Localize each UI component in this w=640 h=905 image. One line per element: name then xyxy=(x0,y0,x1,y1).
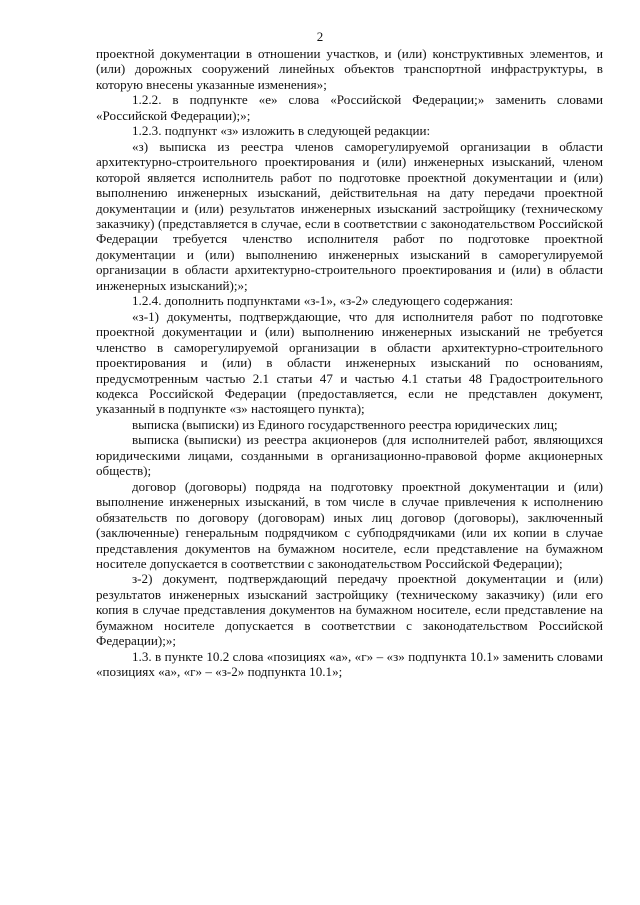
paragraph-1-2-4: 1.2.4. дополнить подпунктами «з-1», «з-2» следующего содержания: xyxy=(132,293,514,309)
paragraph-continuation: проектной документации в отношении участков, и (или) конструктивных элементов, и (или) дорожных сооружений линейных объектов транспортной инфраструктуры, в которую внесены указанные изменения»; xyxy=(96,46,603,92)
document-body xyxy=(96,46,603,680)
paragraph-1-2-3: 1.2.3. подпункт «з» изложить в следующей редакции: xyxy=(132,123,431,139)
paragraph-1-3: 1.3. в пункте 10.2 слова «позициях «а», «г» – «з» подпункта 10.1» заменить словами «позициях «а», «г» – «з-2» подпункта 10.1»; xyxy=(96,648,603,680)
paragraph-subitem-z2: з-2) документ, подтверждающий передачу проектной документации и (или) результатов инженерных изысканий застройщику (техническому заказчику) (или его копия в случае представления документов на бумажном носителе, если представление на бумажном носителе допускается в соответствии с законодательством Российской Федерации);»; xyxy=(96,571,603,649)
paragraph-shareholder-register: выписка (выписки) из реестра акционеров (для исполнителей работ, являющихся юридическими лицами, созданными в организационно-правовой форме акционерных обществ); xyxy=(96,432,603,479)
paragraph-egrul-extract: выписка (выписки) из Единого государственного реестра юридических лиц; xyxy=(132,416,558,432)
paragraph-contract: договор (договоры) подряда на подготовку проектной документации и (или) выполнение инженерных изысканий, в том числе в случае привлечения к исполнению обязательств по договору (договорам) иных лиц договор (договоры), заключенный (заключенные) генеральным подрядчиком с субподрядчиками (или их копии в случае представления документов на бумажном носителе, если представление на бумажном носителе допускается в соответствии с законодательством Российской Федерации); xyxy=(96,478,603,571)
paragraph-subitem-z: «з) выписка из реестра членов саморегулируемой организации в области архитектурно-строительного проектирования и (или) инженерных изысканий, членом которой является исполнитель работ по подготовке проектной документации и (или) выполнению инженерных изысканий, действительная на дату передачи проектной документации и (или) результатов инженерных изысканий застройщику (техническому заказчику) (представляется в случае, если в соответствии с законодательством Российской Федерации требуется членство исполнителя работ по подготовке проектной документации и (или) выполнению инженерных изысканий в саморегулируемой организации в области архитектурно-строительного проектирования и (или) в области инженерных изысканий);»; xyxy=(96,138,603,293)
paragraph-1-2-2: 1.2.2. в подпункте «е» слова «Российской Федерации;» заменить словами «Российской Федерации);»; xyxy=(96,92,603,123)
paragraph-subitem-z1: «з-1) документы, подтверждающие, что для исполнителя работ по подготовке проектной документации и (или) выполнению инженерных изысканий не требуется членство в саморегулируемой организации в области архитектурно-строительного проектирования и (или) в области инженерных изысканий по основаниям, предусмотренным частью 2.1 статьи 47 и частью 4.1 статьи 48 Градостроительного кодекса Российской Федерации (предоставляется, если не представлен документ, указанный в подпункте «з» настоящего пункта); xyxy=(96,308,603,417)
page-number: 2 xyxy=(316,29,324,44)
